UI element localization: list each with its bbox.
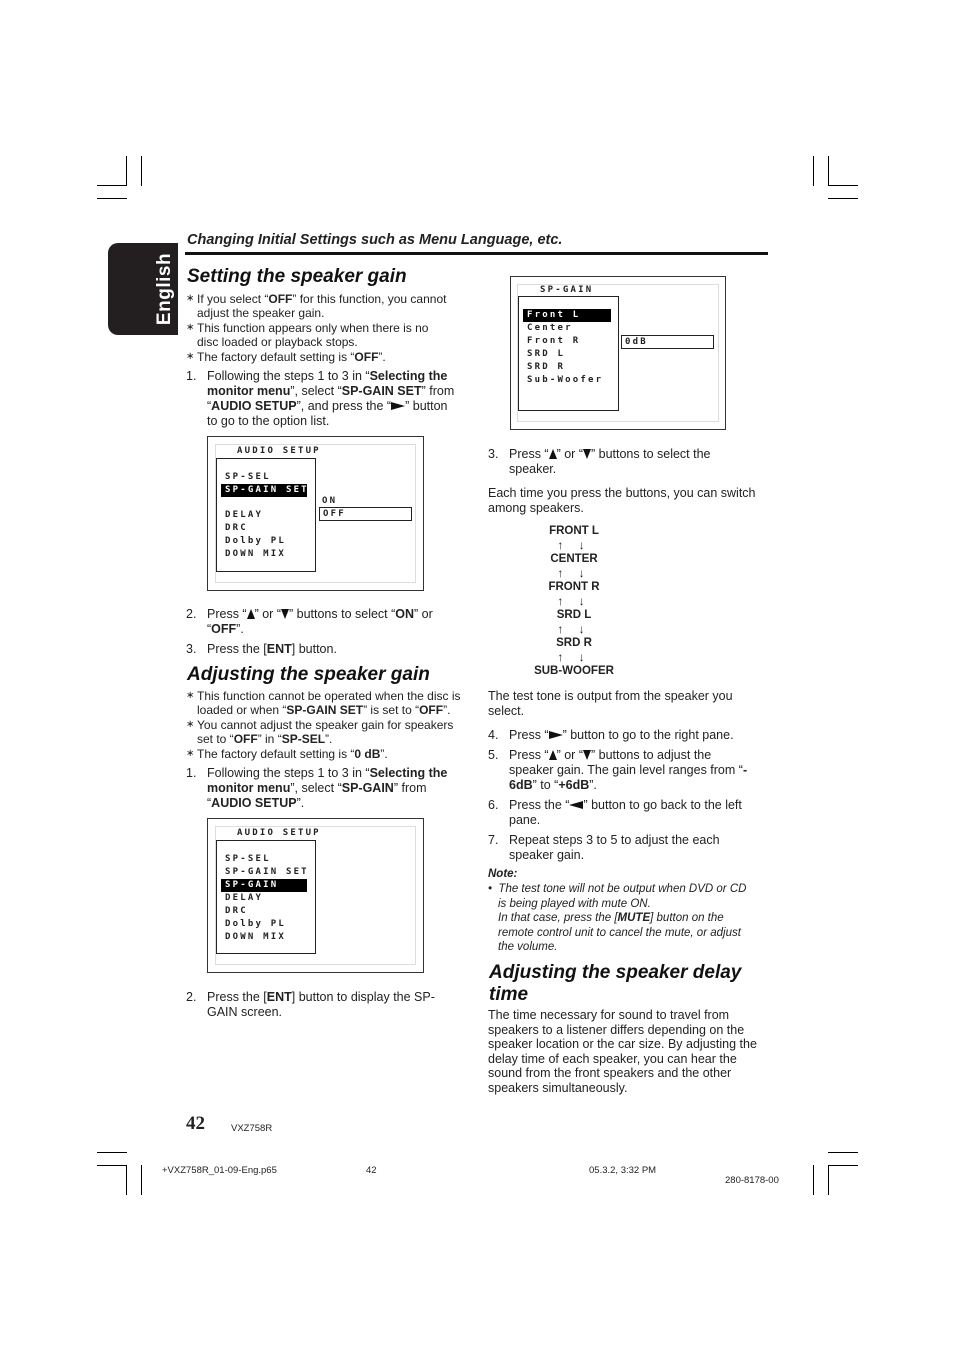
flow-arrows: ↑ ↓ <box>557 538 591 552</box>
left-arrow-icon <box>569 801 583 809</box>
crop-mark <box>828 1165 858 1166</box>
flow-front-r: FRONT R <box>548 581 600 593</box>
menu-item[interactable]: DRC <box>225 523 248 533</box>
language-side-tab <box>108 243 178 335</box>
footer-code: 280-8178-00 <box>725 1175 779 1186</box>
gain-value[interactable]: 0dB <box>621 335 714 349</box>
right-arrow-icon <box>549 731 563 739</box>
flow-arrows: ↑ ↓ <box>557 650 591 664</box>
model-name: VXZ758R <box>231 1123 273 1134</box>
step-6: 6. Press the “ ” button to go back to the left pane. <box>488 798 742 827</box>
side-tab-label: English <box>154 252 175 326</box>
bullet-item: ∗ You cannot adjust the speaker gain for speakers set to “OFF” in “SP-SEL”. <box>186 718 487 746</box>
down-arrow-icon <box>281 609 289 619</box>
speaker-item[interactable]: SRD R <box>527 362 566 372</box>
flow-arrows: ↑ ↓ <box>557 566 591 580</box>
step-2: 2. Press the [ENT] button to display the SP- GAIN screen. <box>186 990 435 1019</box>
crop-mark <box>126 156 127 186</box>
menu-item[interactable]: DRC <box>225 906 248 916</box>
flow-sub-woofer: SUB-WOOFER <box>534 665 614 677</box>
crop-mark <box>141 156 142 186</box>
flow-srd-r: SRD R <box>556 637 592 649</box>
step-3: 3. Press “ ” or “ ” buttons to select the speaker. <box>488 447 711 476</box>
bullet-item: ∗ The factory default setting is “0 dB”. <box>186 747 487 761</box>
flow-arrows: ↑ ↓ <box>557 622 591 636</box>
section-rule <box>185 252 768 255</box>
footer-page: 42 <box>366 1165 377 1176</box>
crop-mark <box>828 185 858 186</box>
option-on[interactable]: ON <box>322 496 338 506</box>
speaker-item[interactable]: SRD L <box>527 349 566 359</box>
screen-title: SP-GAIN <box>540 285 594 295</box>
step-2: 2. Press “ ” or “ ” buttons to select “ON” or “OFF”. <box>186 607 433 636</box>
down-arrow-icon <box>583 750 591 760</box>
speaker-item[interactable]: Center <box>527 323 573 333</box>
flow-front-l: FRONT L <box>549 525 599 537</box>
flow-arrows: ↑ ↓ <box>557 594 591 608</box>
heading-adjusting-speaker-gain: Adjusting the speaker gain <box>187 664 430 685</box>
flow-srd-l: SRD L <box>556 609 592 621</box>
menu-item-selected[interactable]: SP-GAIN SET <box>221 484 307 497</box>
footer-file: +VXZ758R_01-09-Eng.p65 <box>162 1165 277 1176</box>
audio-setup-screen <box>207 818 424 973</box>
up-arrow-icon <box>549 449 557 459</box>
footer-date: 05.3.2, 3:32 PM <box>589 1165 657 1176</box>
note-label: Note: <box>488 868 518 880</box>
audio-setup-screen <box>207 436 424 591</box>
right-arrow-icon <box>391 402 405 410</box>
paragraph: Each time you press the buttons, you can switch among speakers. <box>488 486 756 515</box>
paragraph: The time necessary for sound to travel from speakers to a listener differs depending on the speaker location or the car size. By adjusting the delay time of each speaker, you can hear the sound from the front speakers and the other speakers simultaneously. <box>488 1008 757 1095</box>
menu-item[interactable]: DOWN MIX <box>225 549 286 559</box>
crop-mark <box>828 198 858 199</box>
menu-list <box>216 840 316 954</box>
menu-list <box>216 458 316 572</box>
up-arrow-icon <box>247 609 255 619</box>
menu-item[interactable]: SP-SEL <box>225 854 271 864</box>
step-1: 1. Following the steps 1 to 3 in “Selecting the monitor menu”, select “SP-GAIN SET” from “AUDIO SETUP”, and press the “ ” button to go to the option list. <box>186 369 455 428</box>
heading-setting-speaker-gain: Setting the speaker gain <box>187 266 407 287</box>
menu-item[interactable]: DOWN MIX <box>225 932 286 942</box>
step-5: 5. Press “ ” or “ ” buttons to adjust the speaker gain. The gain level ranges from “- 6dB” to “+6dB”. <box>488 748 748 792</box>
paragraph: The test tone is output from the speaker you select. <box>488 689 733 718</box>
page-number: 42 <box>186 1113 205 1134</box>
note-text: • The test tone will not be output when DVD or CD is being played with mute ON. In that case, press the [MUTE] button on the remote control unit to cancel the mute, or adjust the volume. <box>488 883 747 953</box>
menu-item[interactable]: DELAY <box>225 510 264 520</box>
menu-item-selected[interactable]: SP-GAIN <box>221 879 307 892</box>
crop-mark <box>828 1152 858 1153</box>
speaker-item-selected[interactable]: Front L <box>523 309 611 322</box>
step-1: 1. Following the steps 1 to 3 in “Selecting the monitor menu”, select “SP-GAIN” from “AUDIO SETUP”. <box>186 766 448 810</box>
menu-item[interactable]: DELAY <box>225 893 264 903</box>
down-arrow-icon <box>583 449 591 459</box>
menu-item[interactable]: Dolby PL <box>225 536 286 546</box>
menu-item[interactable]: Dolby PL <box>225 919 286 929</box>
screen-title: AUDIO SETUP <box>237 446 321 456</box>
option-off[interactable]: OFF <box>319 507 412 521</box>
crop-mark <box>97 185 127 186</box>
crop-mark <box>97 1165 127 1166</box>
crop-mark <box>813 1165 814 1195</box>
flow-center: CENTER <box>550 553 598 565</box>
sp-gain-screen <box>510 276 726 430</box>
step-7: 7. Repeat steps 3 to 5 to adjust the each speaker gain. <box>488 833 720 862</box>
step-3: 3. Press the [ENT] button. <box>186 642 337 656</box>
crop-mark <box>97 198 127 199</box>
menu-item[interactable]: SP-SEL <box>225 472 271 482</box>
speaker-item[interactable]: Sub-Woofer <box>527 375 604 385</box>
up-arrow-icon <box>549 750 557 760</box>
bullet-item: ∗ If you select “OFF” for this function, you cannot adjust the speaker gain. <box>186 292 487 320</box>
section-title: Changing Initial Settings such as Menu Language, etc. <box>187 232 563 248</box>
heading-adjusting-speaker-delay-time: Adjusting the speaker delay time <box>489 962 742 1005</box>
speaker-item[interactable]: Front R <box>527 336 581 346</box>
speaker-list <box>518 296 619 411</box>
crop-mark <box>126 1165 127 1195</box>
screen-title: AUDIO SETUP <box>237 828 321 838</box>
step-4: 4. Press “ ” button to go to the right pane. <box>488 728 734 742</box>
crop-mark <box>828 1165 829 1195</box>
bullet-item: ∗ This function cannot be operated when the disc is loaded or when “SP-GAIN SET” is set to “OFF”. <box>186 689 487 717</box>
crop-mark <box>828 156 829 186</box>
crop-mark <box>97 1152 127 1153</box>
bullet-item: ∗ The factory default setting is “OFF”. <box>186 350 487 364</box>
crop-mark <box>813 156 814 186</box>
bullet-item: ∗ This function appears only when there is no disc loaded or playback stops. <box>186 321 487 349</box>
menu-item[interactable]: SP-GAIN SET <box>225 867 309 877</box>
crop-mark <box>141 1165 142 1195</box>
